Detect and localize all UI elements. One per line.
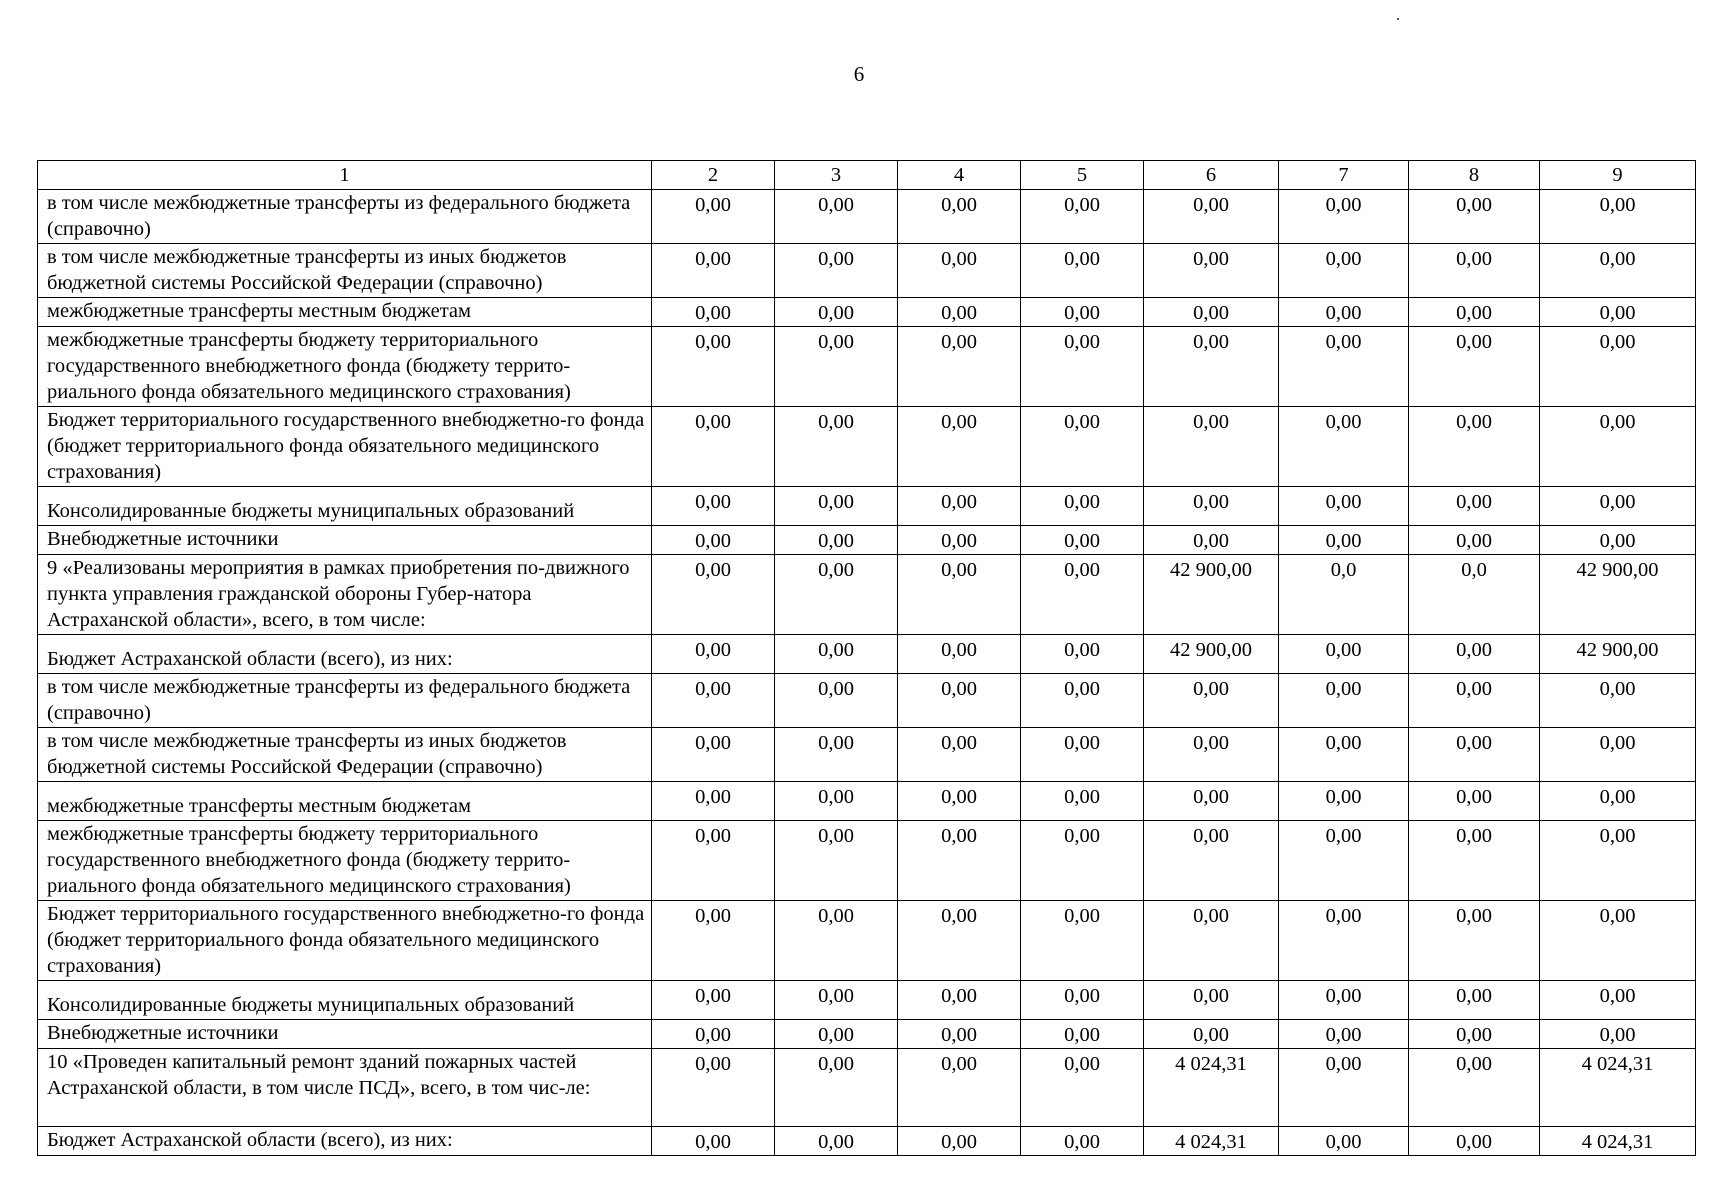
value-cell-col-4: 0,00: [898, 526, 1021, 555]
table-row: [38, 487, 1696, 526]
value-cell-col-2: 0,00: [652, 782, 775, 821]
value-cell-col-2: 0,00: [652, 1127, 775, 1156]
value-cell-col-5: 0,00: [1021, 244, 1144, 298]
value-cell-col-6: 0,00: [1144, 901, 1279, 981]
table-row: [38, 635, 1696, 674]
value-cell-col-4: 0,00: [898, 782, 1021, 821]
row-label: 9 «Реализованы мероприятия в рамках приобретения по-движного пункта управления гражданской обороны Губер-натора Астраханской области», всего, в том числе:: [38, 555, 652, 635]
value-cell-col-2: 0,00: [652, 244, 775, 298]
value-cell-col-2: 0,00: [652, 555, 775, 635]
value-cell-col-7: 0,00: [1279, 1127, 1409, 1156]
value-cell-col-7: 0,0: [1279, 555, 1409, 635]
value-cell-col-3: 0,00: [775, 327, 898, 407]
value-cell-col-3: 0,00: [775, 1127, 898, 1156]
row-label: Бюджет территориального государственного внебюджетно-го фонда (бюджет территориального фонда обязательного медицинского страхования): [38, 407, 652, 487]
value-cell-col-5: 0,00: [1021, 1127, 1144, 1156]
value-cell-col-8: 0,00: [1409, 1049, 1540, 1127]
value-cell-col-7: 0,00: [1279, 782, 1409, 821]
value-cell-col-3: 0,00: [775, 821, 898, 901]
value-cell-col-9: 0,00: [1540, 190, 1696, 244]
value-cell-col-6: 0,00: [1144, 1020, 1279, 1049]
value-cell-col-5: 0,00: [1021, 407, 1144, 487]
value-cell-col-8: 0,00: [1409, 487, 1540, 526]
value-cell-col-8: 0,00: [1409, 407, 1540, 487]
value-cell-col-4: 0,00: [898, 635, 1021, 674]
value-cell-col-9: 0,00: [1540, 407, 1696, 487]
row-label: Внебюджетные источники: [38, 526, 652, 555]
value-cell-col-8: 0,00: [1409, 901, 1540, 981]
value-cell-col-8: 0,00: [1409, 190, 1540, 244]
value-cell-col-4: 0,00: [898, 728, 1021, 782]
row-label: Бюджет территориального государственного внебюджетно-го фонда (бюджет территориального фонда обязательного медицинского страхования): [38, 901, 652, 981]
value-cell-col-4: 0,00: [898, 407, 1021, 487]
value-cell-col-3: 0,00: [775, 487, 898, 526]
value-cell-col-2: 0,00: [652, 298, 775, 327]
value-cell-col-8: 0,0: [1409, 555, 1540, 635]
value-cell-col-6: 0,00: [1144, 327, 1279, 407]
value-cell-col-2: 0,00: [652, 901, 775, 981]
value-cell-col-3: 0,00: [775, 190, 898, 244]
value-cell-col-7: 0,00: [1279, 1049, 1409, 1127]
value-cell-col-6: 4 024,31: [1144, 1049, 1279, 1127]
value-cell-col-6: 0,00: [1144, 674, 1279, 728]
value-cell-col-6: 0,00: [1144, 782, 1279, 821]
header-cell-col-2: 2: [652, 161, 775, 190]
value-cell-col-8: 0,00: [1409, 1020, 1540, 1049]
table-row: [38, 728, 1696, 782]
value-cell-col-4: 0,00: [898, 821, 1021, 901]
row-label: Бюджет Астраханской области (всего), из них:: [38, 635, 652, 674]
value-cell-col-9: 0,00: [1540, 728, 1696, 782]
value-cell-col-5: 0,00: [1021, 901, 1144, 981]
value-cell-col-9: 0,00: [1540, 782, 1696, 821]
value-cell-col-4: 0,00: [898, 1049, 1021, 1127]
value-cell-col-3: 0,00: [775, 555, 898, 635]
value-cell-col-6: 0,00: [1144, 728, 1279, 782]
value-cell-col-5: 0,00: [1021, 298, 1144, 327]
header-cell-col-3: 3: [775, 161, 898, 190]
value-cell-col-9: 0,00: [1540, 327, 1696, 407]
table-row: [38, 244, 1696, 298]
value-cell-col-2: 0,00: [652, 981, 775, 1020]
value-cell-col-2: 0,00: [652, 190, 775, 244]
value-cell-col-8: 0,00: [1409, 327, 1540, 407]
value-cell-col-5: 0,00: [1021, 487, 1144, 526]
value-cell-col-9: 0,00: [1540, 901, 1696, 981]
value-cell-col-9: 42 900,00: [1540, 555, 1696, 635]
value-cell-col-7: 0,00: [1279, 526, 1409, 555]
value-cell-col-6: 42 900,00: [1144, 555, 1279, 635]
table-row: [38, 782, 1696, 821]
row-label: 10 «Проведен капитальный ремонт зданий пожарных частей Астраханской области, в том числе ПСД», всего, в том чис-ле:: [38, 1049, 652, 1127]
value-cell-col-2: 0,00: [652, 674, 775, 728]
budget-table: [37, 160, 1696, 1156]
value-cell-col-2: 0,00: [652, 635, 775, 674]
value-cell-col-2: 0,00: [652, 821, 775, 901]
value-cell-col-5: 0,00: [1021, 190, 1144, 244]
value-cell-col-7: 0,00: [1279, 728, 1409, 782]
value-cell-col-6: 0,00: [1144, 407, 1279, 487]
table-row: [38, 674, 1696, 728]
value-cell-col-9: 0,00: [1540, 526, 1696, 555]
table-row: [38, 981, 1696, 1020]
value-cell-col-7: 0,00: [1279, 635, 1409, 674]
value-cell-col-4: 0,00: [898, 1127, 1021, 1156]
value-cell-col-3: 0,00: [775, 981, 898, 1020]
value-cell-col-8: 0,00: [1409, 728, 1540, 782]
value-cell-col-6: 0,00: [1144, 526, 1279, 555]
value-cell-col-6: 0,00: [1144, 298, 1279, 327]
value-cell-col-5: 0,00: [1021, 1049, 1144, 1127]
table-row: [38, 298, 1696, 327]
table-row: [38, 901, 1696, 981]
value-cell-col-9: 0,00: [1540, 1020, 1696, 1049]
value-cell-col-3: 0,00: [775, 526, 898, 555]
value-cell-col-9: 0,00: [1540, 674, 1696, 728]
value-cell-col-7: 0,00: [1279, 407, 1409, 487]
row-label: межбюджетные трансферты местным бюджетам: [38, 298, 652, 327]
value-cell-col-8: 0,00: [1409, 981, 1540, 1020]
row-label: Консолидированные бюджеты муниципальных образований: [38, 487, 652, 526]
value-cell-col-8: 0,00: [1409, 635, 1540, 674]
value-cell-col-7: 0,00: [1279, 244, 1409, 298]
value-cell-col-6: 42 900,00: [1144, 635, 1279, 674]
value-cell-col-5: 0,00: [1021, 526, 1144, 555]
value-cell-col-7: 0,00: [1279, 981, 1409, 1020]
value-cell-col-5: 0,00: [1021, 635, 1144, 674]
row-label: межбюджетные трансферты местным бюджетам: [38, 782, 652, 821]
header-cell-col-5: 5: [1021, 161, 1144, 190]
value-cell-col-2: 0,00: [652, 526, 775, 555]
table-row: [38, 1127, 1696, 1156]
value-cell-col-4: 0,00: [898, 901, 1021, 981]
value-cell-col-9: 0,00: [1540, 487, 1696, 526]
value-cell-col-2: 0,00: [652, 327, 775, 407]
value-cell-col-5: 0,00: [1021, 674, 1144, 728]
value-cell-col-9: 0,00: [1540, 821, 1696, 901]
value-cell-col-8: 0,00: [1409, 526, 1540, 555]
row-label: Внебюджетные источники: [38, 1020, 652, 1049]
value-cell-col-5: 0,00: [1021, 821, 1144, 901]
value-cell-col-6: 0,00: [1144, 487, 1279, 526]
table-row: [38, 526, 1696, 555]
header-cell-col-7: 7: [1279, 161, 1409, 190]
value-cell-col-4: 0,00: [898, 981, 1021, 1020]
header-cell-col-4: 4: [898, 161, 1021, 190]
value-cell-col-4: 0,00: [898, 1020, 1021, 1049]
row-label: Консолидированные бюджеты муниципальных образований: [38, 981, 652, 1020]
header-cell-col-1: 1: [38, 161, 652, 190]
value-cell-col-2: 0,00: [652, 1020, 775, 1049]
table-body: [38, 161, 1696, 1156]
value-cell-col-7: 0,00: [1279, 298, 1409, 327]
value-cell-col-4: 0,00: [898, 244, 1021, 298]
value-cell-col-8: 0,00: [1409, 821, 1540, 901]
value-cell-col-4: 0,00: [898, 487, 1021, 526]
row-label: в том числе межбюджетные трансферты из федерального бюджета (справочно): [38, 674, 652, 728]
value-cell-col-7: 0,00: [1279, 674, 1409, 728]
value-cell-col-3: 0,00: [775, 298, 898, 327]
row-label: межбюджетные трансферты бюджету территориального государственного внебюджетного фонда (бюджету террито-риального фонда обязательного медицинского страхования): [38, 821, 652, 901]
value-cell-col-7: 0,00: [1279, 327, 1409, 407]
value-cell-col-7: 0,00: [1279, 190, 1409, 244]
value-cell-col-3: 0,00: [775, 782, 898, 821]
table-header-row: [38, 161, 1696, 190]
value-cell-col-9: 0,00: [1540, 298, 1696, 327]
value-cell-col-5: 0,00: [1021, 981, 1144, 1020]
value-cell-col-3: 0,00: [775, 1020, 898, 1049]
table-row: [38, 407, 1696, 487]
value-cell-col-7: 0,00: [1279, 487, 1409, 526]
value-cell-col-2: 0,00: [652, 487, 775, 526]
value-cell-col-6: 0,00: [1144, 190, 1279, 244]
header-cell-col-9: 9: [1540, 161, 1696, 190]
header-cell-col-6: 6: [1144, 161, 1279, 190]
table-row: [38, 1049, 1696, 1127]
value-cell-col-7: 0,00: [1279, 1020, 1409, 1049]
row-label: межбюджетные трансферты бюджету территориального государственного внебюджетного фонда (бюджету террито-риального фонда обязательного медицинского страхования): [38, 327, 652, 407]
table-row: [38, 821, 1696, 901]
value-cell-col-7: 0,00: [1279, 821, 1409, 901]
row-label: в том числе межбюджетные трансферты из иных бюджетов бюджетной системы Российской Федерации (справочно): [38, 244, 652, 298]
scan-artifact: [1397, 18, 1399, 20]
table-row: [38, 327, 1696, 407]
value-cell-col-3: 0,00: [775, 635, 898, 674]
row-label: Бюджет Астраханской области (всего), из них:: [38, 1127, 652, 1156]
table-row: [38, 555, 1696, 635]
value-cell-col-5: 0,00: [1021, 782, 1144, 821]
value-cell-col-4: 0,00: [898, 190, 1021, 244]
value-cell-col-9: 42 900,00: [1540, 635, 1696, 674]
value-cell-col-8: 0,00: [1409, 782, 1540, 821]
value-cell-col-5: 0,00: [1021, 728, 1144, 782]
value-cell-col-8: 0,00: [1409, 1127, 1540, 1156]
table-row: [38, 190, 1696, 244]
value-cell-col-4: 0,00: [898, 674, 1021, 728]
value-cell-col-2: 0,00: [652, 728, 775, 782]
value-cell-col-3: 0,00: [775, 1049, 898, 1127]
page-number: 6: [853, 62, 865, 86]
header-cell-col-8: 8: [1409, 161, 1540, 190]
value-cell-col-4: 0,00: [898, 327, 1021, 407]
value-cell-col-9: 4 024,31: [1540, 1127, 1696, 1156]
value-cell-col-8: 0,00: [1409, 298, 1540, 327]
value-cell-col-3: 0,00: [775, 728, 898, 782]
value-cell-col-5: 0,00: [1021, 1020, 1144, 1049]
value-cell-col-3: 0,00: [775, 407, 898, 487]
value-cell-col-5: 0,00: [1021, 327, 1144, 407]
value-cell-col-8: 0,00: [1409, 244, 1540, 298]
table-row: [38, 1020, 1696, 1049]
value-cell-col-6: 0,00: [1144, 981, 1279, 1020]
value-cell-col-3: 0,00: [775, 901, 898, 981]
value-cell-col-3: 0,00: [775, 674, 898, 728]
value-cell-col-6: 0,00: [1144, 244, 1279, 298]
value-cell-col-9: 0,00: [1540, 981, 1696, 1020]
value-cell-col-9: 0,00: [1540, 244, 1696, 298]
value-cell-col-6: 4 024,31: [1144, 1127, 1279, 1156]
value-cell-col-2: 0,00: [652, 1049, 775, 1127]
value-cell-col-7: 0,00: [1279, 901, 1409, 981]
value-cell-col-2: 0,00: [652, 407, 775, 487]
value-cell-col-4: 0,00: [898, 555, 1021, 635]
value-cell-col-6: 0,00: [1144, 821, 1279, 901]
value-cell-col-5: 0,00: [1021, 555, 1144, 635]
value-cell-col-4: 0,00: [898, 298, 1021, 327]
value-cell-col-3: 0,00: [775, 244, 898, 298]
value-cell-col-8: 0,00: [1409, 674, 1540, 728]
row-label: в том числе межбюджетные трансферты из федерального бюджета (справочно): [38, 190, 652, 244]
value-cell-col-9: 4 024,31: [1540, 1049, 1696, 1127]
row-label: в том числе межбюджетные трансферты из иных бюджетов бюджетной системы Российской Федерации (справочно): [38, 728, 652, 782]
